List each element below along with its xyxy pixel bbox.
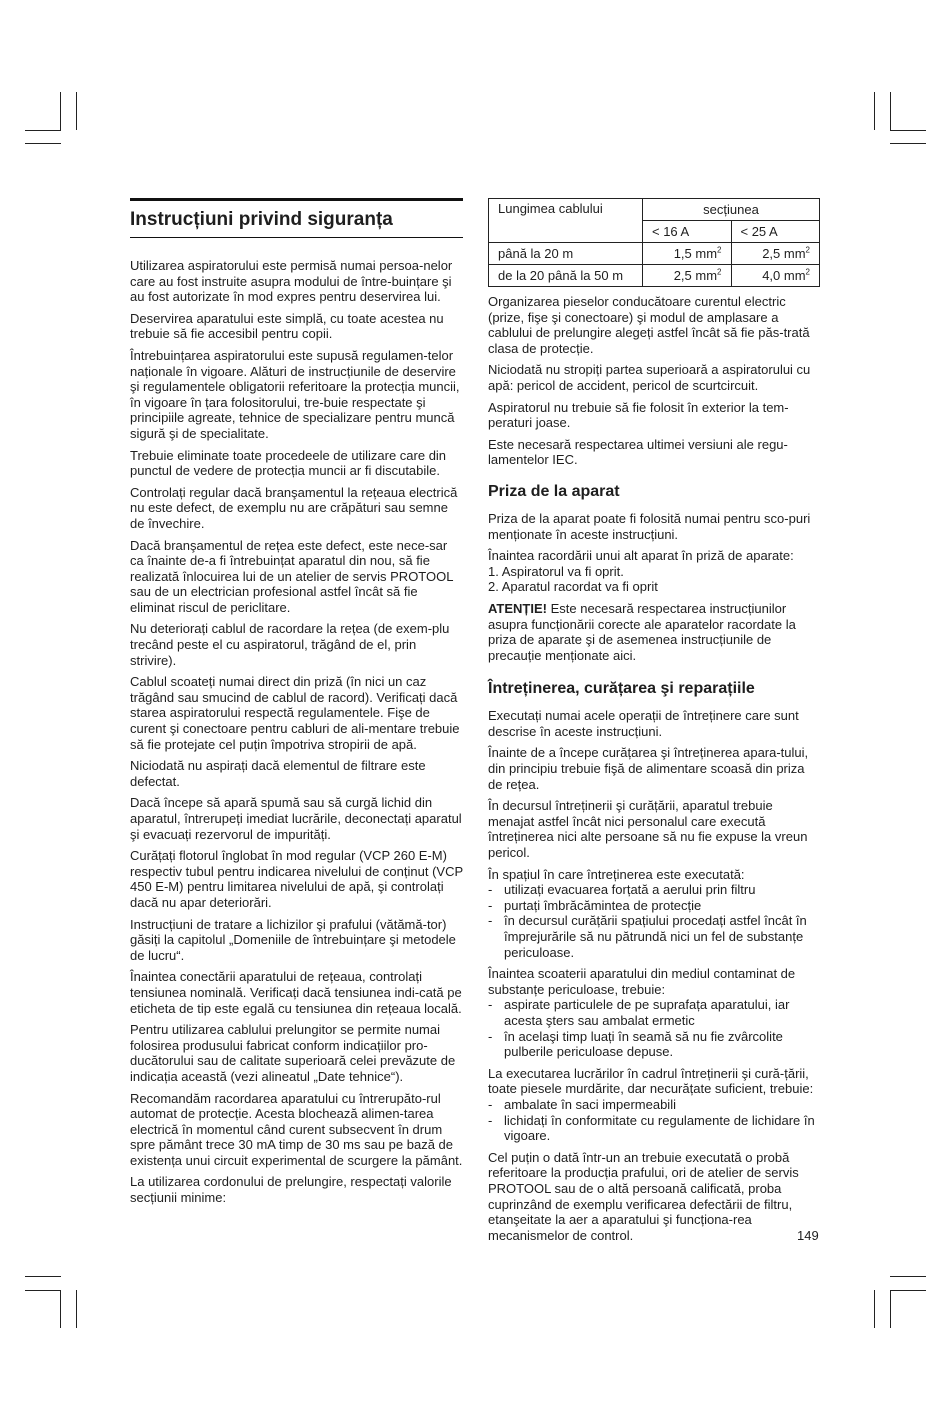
paragraph: În decursul întreținerii şi curățării, aparatul trebuie menajat astfel încât nici personalul care execută întreținerea nici alte persoane să nu fie expuse la vreun pericol. [488,798,808,861]
paragraph: Deservirea aparatului este simplă, cu toate acestea nu trebuie să fie accesibil pentru copii. [130,310,444,342]
list-item: - aspirate particulele de pe suprafața aparatului, iar acesta şters sau ambalat ermetic [488,997,822,1028]
paragraph: În spațiul în care întreținerea este executată: [488,866,745,882]
numbered-steps [488,548,822,595]
list-item: - în acelaşi timp luați în seamă să nu fie zvârcolite pulberile periculoase depuse. [488,1029,822,1060]
paragraph: Cablul scoateți numai direct din priză (în nici un caz trăgând sau smucind de cablul de racord). Verificați dacă starea aspiratorului respectă regulamentele. Fişe de curent şi conectoare pentru cabluri de ali-mentare trebuie să fie protejate cel puțin împotriva stropirii de apă. [130,674,460,752]
paragraph: Executați numai acele operații de întreținere care sunt descrise în aceste instrucțiuni. [488,708,799,739]
dash-list [488,1097,822,1144]
cable-section-table [488,198,820,287]
table-cell: până la 20 m [489,243,643,265]
table-cell: 2,5 $mm^2$ [731,243,820,265]
paragraph: Priza de la aparat poate fi folosită numai pentru sco-puri menționate în aceste instrucțiuni. [488,510,811,542]
list-item: - utilizați evacuarea forțată a aerului prin filtru [488,882,822,898]
table-header-section: secțiunea [643,199,820,221]
paragraph: Înaintea scoaterii aparatului din mediul contaminat de substanțe periculoase, trebuie: [488,966,796,997]
table-cell: 1,5 $mm^2$ [643,243,732,265]
table-header-length: Lungimea cablului [489,199,643,243]
paragraph: La utilizarea cordonului de prelungire, respectați valorile secțiunii minime: [130,1174,452,1206]
page-title: Instrucțiuni privind siguranța [130,209,463,238]
warning-label: ATENȚIE! [488,600,547,616]
paragraph: Instrucțiuni de tratare a lichizilor şi prafului (vătămă-tor) găsiți la capitolul „Domeniile de întrebuințare şi metodele de lucru“. [130,916,456,963]
table-header-25a: < 25 A [731,221,820,243]
table-cell: 2,5 $mm^2$ [643,265,732,287]
paragraph: Niciodată nu aspirați dacă elementul de filtrare este defectat. [130,758,426,789]
table-cell: de la 20 până la 50 m [489,265,643,287]
dash-list [488,997,822,1059]
left-column [130,198,463,1212]
paragraph: Întrebuințarea aspiratorului este supusă regulamen-telor naționale în vigoare. Alături de instrucțiunile de deservire şi regulamentele obligatorii referitoare la protecția muncii, în vigoare în țara folositorului, tre-buie respectate şi principiile agreate, tehnice de specializare pentru muncă sigură şi de specialitate. [130,347,460,441]
paragraph: Cel puțin o dată într-un an trebuie executată o probă referitoare la producția prafului, ori de atelier de servis PROTOOL sau de o altă persoană calificată, proba cuprinzând de exemplu verificarea defectării de filtru, etanşeitate la aer a aparatului şi funcționa-rea mecanismelor de control. [488,1149,799,1243]
paragraph: Utilizarea aspiratorului este permisă numai persoa-nelor care au fost instruite asupra modului de între-buințare şi au fost autorizate în mod expres pentru deservirea lui. [130,258,453,305]
paragraph: Pentru utilizarea cablului prelungitor se permite numai folosirea produsului fabricat conform indicațiilor pro-ducătorului sau de calitate superioară celei prevăzute de indicația această (vezi alineatul „Date tehnice“). [130,1022,456,1084]
dash-list [488,882,822,960]
paragraph: Trebuie eliminate toate procedeele de utilizare care din punctul de vedere de protecția muncii ar fi discutabile. [130,447,447,479]
paragraph: La executarea lucrărilor în cadrul întreținerii şi cură-țării, toate piesele murdărite, dar necurățate suficient, trebuie: [488,1065,814,1097]
paragraph: Controlați regular dacă branşamentul la rețeaua electrică nu este defect, de exemplu nu are crăpături sau semne de învechire. [130,484,458,531]
list-item: - purtați îmbrăcămintea de protecție [488,898,822,914]
warning-paragraph: ATENȚIE! Este necesară respectarea instrucțiunilor asupra funcționării corecte ale aparatelor racordate la priza de aparate şi de asemenea instrucțiunile de precauție menționate aici. [488,600,796,663]
list-item: Înaintea racordării unui alt aparat în priză de aparate: [488,548,794,564]
table-header-16a: < 16 A [643,221,732,243]
list-item: - ambalate în saci impermeabili [488,1097,822,1113]
section-heading-priza: Priza de la aparat [488,482,620,500]
title-rule [130,198,463,201]
paragraph: Nu deteriorați cablul de racordare la rețea (de exem-plu trecând peste el cu aspiratorul, trăgând de el, prin strivire). [130,621,450,668]
paragraph: Niciodată nu stropiți partea superioară a aspiratorului cu apă: pericol de accident, pericol de scurtcircuit. [488,362,811,393]
paragraph: Înainte de a începe curățarea şi întreținerea apara-tului, din principiu trebuie fişă de alimentare scoasă din priza de rețea. [488,745,809,792]
section-heading-intretinerea: Întreținerea, curățarea şi reparațiile [488,680,755,698]
paragraph: Dacă începe să apară spumă sau să curgă lichid din aparatul, întrerupeți imediat lucrările, deconectați aparatul şi evacuați rezervorul de impurități. [130,795,462,842]
paragraph: Dacă branşamentul de rețea este defect, este nece-sar ca înainte de-a fi întrebuințat aparatul din nou, să fie realizată înlocuirea lui de un atelier de servis PROTOOL sau de un electrician profesional astfel încât să fie eliminat riscul de periclitare. [130,537,453,615]
list-item: - în decursul curățării spațiului procedați astfel încât în împrejurările să nu pătrundă nici un fel de substanțe periculoase. [488,913,822,960]
paragraph: Aspiratorul nu trebuie să fie folosit în exterior la tem-peraturi joase. [488,399,789,431]
paragraph: Înaintea conectării aparatului de rețeaua, controlați tensiunea nominală. Verificați dacă tensiunea indi-cată pe eticheta de tip este egală cu tensiunea din rețeaua locală. [130,969,462,1016]
list-item: - lichidați în conformitate cu regulamente de lichidare în vigoare. [488,1113,822,1144]
table-row [489,265,820,287]
list-item: 1. Aspiratorul va fi oprit. [488,563,624,579]
paragraph: Curățați flotorul înglobat în mod regular (VCP 260 E-M) respectiv tubul pentru indicarea nivelului de conținut (VCP 450 E-M) pentru limitarea nivelului de apă, şi controlați dacă nu apar deteriorări. [130,848,463,910]
right-column [488,198,822,1249]
list-item: 2. Aparatul racordat va fi oprit [488,579,658,595]
page-number: 149 [797,1228,819,1243]
paragraph: Este necesară respectarea ultimei versiuni ale regu-lamentelor IEC. [488,436,788,468]
paragraph: Organizarea pieselor conducătoare curentul electric (prize, fişe şi conectoare) şi modul de amplasare a cablului de prelungire alegeți astfel încât să fie păs-trată clasa de protecție. [488,294,810,356]
table-cell: 4,0 $mm^2$ [731,265,820,287]
paragraph: Recomandăm racordarea aparatului cu întrerupăto-rul automat de protecție. Acesta blochează alimen-tarea electrică în momentul când curent subsecvent în drum spre pământ trece 30 mA timp de 30 ms sau pe bază de existența unui circuit experimental de scurgere la pământ. [130,1090,463,1168]
table-row [489,243,820,265]
